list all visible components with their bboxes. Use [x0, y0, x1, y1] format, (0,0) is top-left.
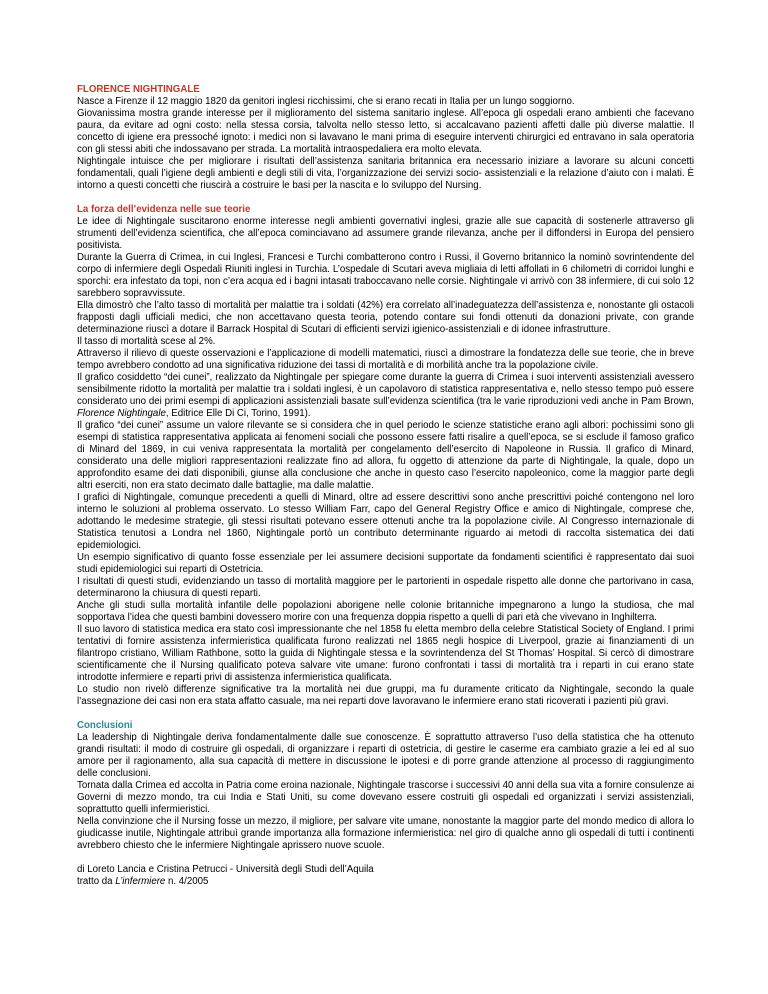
- section-heading: Conclusioni: [77, 720, 133, 731]
- paragraph: Lo studio non rivelò differenze significative tra la mortalità nei due gruppi, ma fu duramente criticato da Nightingale, secondo la quale l’assegnazione dei casi non era stata affatto casuale, ma nei reparti dove lavoravano le infermiere erano stati ricoverati i pazienti più gravi.: [77, 684, 694, 707]
- source-suffix: n. 4/2005: [165, 876, 209, 887]
- source-prefix: tratto da: [77, 876, 116, 887]
- paragraph-text: Il grafico cosiddetto “dei cunei”, realizzato da Nightingale per spiegare come durante la guerra di Crimea i suoi interventi assistenziali avessero sensibilmente ridotto la mortalità per malattie tra i soldati inglesi, è un capolavoro di statistica rappresentativa e, nello stesso tempo può essere considerato uno dei primi esempi di applicazioni assistenziali basate sull’evidenza scientifica (tra le varie riproduzioni vedi anche in Pam Brown,: [77, 372, 694, 407]
- section-evidence: [77, 204, 694, 708]
- paragraph: Il tasso di mortalità scese al 2%.: [77, 336, 216, 347]
- article: [77, 84, 694, 888]
- authors: di Loreto Lancia e Cristina Petrucci - Università degli Studi dell’Aquila: [77, 864, 374, 875]
- paragraph-graph-cunei: [77, 372, 694, 420]
- paragraph: Il grafico “dei cunei” assume un valore rilevante se si considera che in quel periodo le scienze statistiche erano agli albori: pochissimi sono gli esempi di statistica rappresentativa applicata ai fenomeni sociali che possono essere fatti risalire a quell’epoca, se si esclude il famoso grafico di Minard del 1869, in cui veniva rappresentata la mortalità per congelamento dell’esercito di Napoleone in Russia. Il grafico di Minard, considerato una delle migliori rappresentazioni realizzate fino ad allora, fu oggetto di attenzione da parte di Nightingale, la quale, dopo un approfondito esame dei dati disponibili, giunse alla conclusione che anche in questo caso l’esercito napoleonico, come la maggior parte degli altri eserciti, non era stato decimato dalle battaglie, ma dalle malattie.: [77, 420, 694, 491]
- book-reference: , Editrice Elle Di Ci, Torino, 1991).: [165, 408, 311, 419]
- paragraph: Giovanissima mostra grande interesse per il miglioramento del sistema sanitario inglese. All’epoca gli ospedali erano ambienti che facevano paura, da evitare ad ogni costo: nella stessa corsia, talvolta nello stesso letto, si accalcavano pazienti affetti dalle più diverse malattie. Il concetto di igiene era pressoché ignoto: i medici non si lavavano le mani prima di eseguire interventi chirurgici ed entravano in sala operatoria con gli stessi abiti che indossavano per strada. La mortalità intraospedaliera era molto elevata.: [77, 108, 694, 155]
- paragraph: Il suo lavoro di statistica medica era stato così impressionante che nel 1858 fu eletta membro della celebre Statistical Society of England. I primi tentativi di fornire assistenza infermieristica qualificata furono realizzati nel 1865 negli hospice di Liverpool, grazie ai finanziamenti di un filantropo cristiano, William Rathbone, sotto la guida di Nightingale stessa e la sovrintendenza del St Thomas’ Hospital. Si cercò di dimostrare scientificamente che il Nursing qualificato poteva salvare vite umane: furono confrontati i tassi di mortalità tra i reparti in cui erano state introdotte infermiere e reparti privi di assistenza infermieristica qualificata.: [77, 624, 694, 683]
- paragraph: Le idee di Nightingale suscitarono enorme interesse negli ambienti governativi inglesi, grazie alle sue capacità di sostenerle attraverso gli strumenti dell’evidenza scientifica, che all’epoca cominciavano ad assumere grande rilevanza, anche per il diffondersi in Europa del pensiero positivista.: [77, 216, 694, 251]
- intro: [77, 96, 694, 192]
- paragraph: Nella convinzione che il Nursing fosse un mezzo, il migliore, per salvare vite umane, nonostante la maggior parte del mondo medico di allora lo giudicasse inutile, Nightingale attribuì grande importanza alla formazione infermieristica: nel giro di qualche anno gli ospedali di tutti i continenti avrebbero chiesto che le infermiere Nightingale aprissero nuove scuole.: [77, 816, 694, 851]
- credits: [77, 864, 694, 888]
- paragraph: Tornata dalla Crimea ed accolta in Patria come eroina nazionale, Nightingale trascorse i successivi 40 anni della sua vita a fornire consulenze ai Governi di mezzo mondo, tra cui India e Stati Uniti, su come dovevano essere costruiti gli ospedali ed organizzati i servizi assistenziali, soprattutto quelli infermieristici.: [77, 780, 694, 815]
- paragraph: Nightingale intuisce che per migliorare i risultati dell’assistenza sanitaria britannica era necessario iniziare a lavorare su alcuni concetti fondamentali, quali l’igiene degli ambienti e degli stili di vita, l’organizzazione dei servizi socio- assistenziali e la relazione d’aiuto con i malati. È intorno a questi concetti che riuscirà a costruire le basi per la nascita e lo sviluppo del Nursing.: [77, 156, 694, 191]
- paragraph: Nasce a Firenze il 12 maggio 1820 da genitori inglesi ricchissimi, che si erano recati in Italia per un lungo soggiorno.: [77, 96, 575, 107]
- paragraph: Durante la Guerra di Crimea, in cui Inglesi, Francesi e Turchi combatterono contro i Russi, il Governo britannico la nominò sovrintendente del corpo di infermiere degli Ospedali Riuniti inglesi in Turchia. L’ospedale di Scutari aveva migliaia di letti affollati in 6 chilometri di corridoi lunghi e sporchi: era infestato da topi, non c’era acqua ed i bagni intasati traboccavano nelle corsie. Nightingale vi arrivò con 38 infermiere, di cui solo 12 sarebbero sopravvissute.: [77, 252, 694, 299]
- section-conclusions: [77, 720, 694, 852]
- paragraph: Attraverso il rilievo di queste osservazioni e l’applicazione di modelli matematici, riuscì a dimostrare la fondatezza delle sue teorie, che in breve tempo avrebbero condotto ad una significativa riduzione dei tassi di mortalità e di morbilità anche tra la popolazione civile.: [77, 348, 694, 371]
- page-title: FLORENCE NIGHTINGALE: [77, 84, 200, 95]
- section-heading: La forza dell’evidenza nelle sue teorie: [77, 204, 251, 215]
- paragraph: Un esempio significativo di quanto fosse essenziale per lei assumere decisioni supportate da fondamenti scientifici è rappresentato dai suoi studi epidemiologici sui reparti di Ostetricia.: [77, 552, 694, 575]
- paragraph: I grafici di Nightingale, comunque precedenti a quelli di Minard, oltre ad essere descrittivi sono anche prescrittivi poiché contengono nel loro interno le soluzioni al problema osservato. Lo stesso William Farr, capo del General Registry Office e amico di Nightingale, comprese che, adottando le medesime strategie, gli stessi risultati potevano essere ottenuti anche tra la popolazione civile. Al Congresso internazionale di Statistica tenutosi a Londra nel 1860, Nightingale portò un contributo determinante riguardo ai metodi di raccolta sistematica dei dati epidemiologici.: [77, 492, 694, 551]
- book-title: Florence Nightingale: [77, 408, 166, 419]
- paragraph: I risultati di questi studi, evidenziando un tasso di mortalità maggiore per le partorienti in ospedale rispetto alle donne che partorivano in casa, determinarono la chiusura di questi reparti.: [77, 576, 694, 599]
- paragraph: Ella dimostrò che l’alto tasso di mortalità per malattie tra i soldati (42%) era correlato all’inadeguatezza dell’assistenza e, nonostante gli ostacoli frapposti dagli ufficiali medici, che non accettavano questa teoria, potendo contare sui fondi ottenuti da donazioni private, con grande determinazione riuscì a dotare il Barrack Hospital di Scutari di efficienti servizi igienico-assistenziali e di idonee infrastrutture.: [77, 300, 694, 335]
- paragraph: Anche gli studi sulla mortalità infantile delle popolazioni aborigene nelle colonie britanniche impegnarono a lungo la studiosa, che mal sopportava l’idea che questi bambini dovessero morire con una frequenza doppia rispetto a quelli di pari età che vivevano in Inghilterra.: [77, 600, 694, 623]
- source: [77, 876, 694, 888]
- paragraph: La leadership di Nightingale deriva fondamentalmente dalle sue conoscenze. È soprattutto attraverso l’uso della statistica che ha ottenuto grandi risultati: il modo di costruire gli ospedali, di organizzare i reparti di ostetricia, di gestire le caserme era cambiato grazie a lei ed al suo amore per il ragionamento, alla sua capacità di mettere in discussione le ipotesi e di porre grande attenzione al processo di raggiungimento delle conclusioni.: [77, 732, 694, 779]
- source-magazine: L’infermiere: [115, 876, 166, 887]
